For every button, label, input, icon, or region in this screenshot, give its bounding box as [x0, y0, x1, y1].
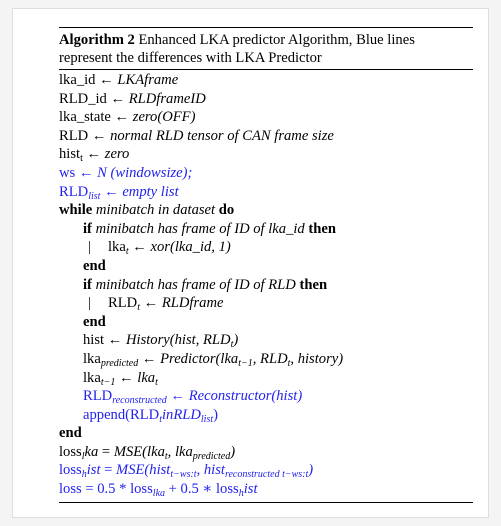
- line-9: if minibatch has frame of ID of lka_id then: [83, 220, 336, 237]
- line-2: RLD_id ← RLDframeID: [59, 90, 206, 107]
- line-19: $append(RLD_tinRLD_{list})$: [83, 406, 219, 425]
- line-10: | lka$_t$ ← xor(lka_id, 1): [88, 239, 231, 258]
- line-23: loss = 0.5 * loss$_{lka}$ + 0.5 ∗ loss$_h$ist: [59, 481, 258, 500]
- line-18: $RLD_{reconstructed}$ ← Reconstructor(hist): [83, 388, 303, 407]
- line-22: loss$_h$ist = MSE(hist$_{t-ws:t}$, hist$_{reconstructed t-ws:t}$): [59, 462, 314, 481]
- line-13: | $RLD_t$ ← RLDframe: [88, 295, 224, 314]
- line-6: ws ← N (windowsize);: [59, 164, 193, 181]
- line-11: end: [83, 257, 106, 274]
- algorithm-body: [59, 70, 473, 499]
- caption-label: Algorithm 2: [59, 32, 135, 48]
- line-15: hist ← History(hist, $RLD_t$): [83, 332, 239, 351]
- caption-text-2: represent the differences with LKA Predictor: [59, 50, 322, 66]
- bottom-rule: [59, 502, 473, 503]
- line-12: if minibatch has frame of ID of RLD then: [83, 276, 328, 293]
- line-17: lka$_{t-1}$ ← lka$_t$: [83, 369, 158, 388]
- line-8: while minibatch in dataset do: [59, 202, 235, 219]
- line-5: hist$_t$ ← zero: [59, 146, 130, 165]
- line-3: lka_state ← zero(OFF): [59, 109, 196, 126]
- line-21: loss$_l$ka = MSE(lka$_t$, lka$_{predicted}$): [59, 443, 236, 462]
- line-20: end: [59, 425, 82, 442]
- line-16: lka$_{predicted}$ ← Predictor(lka$_{t-1}$, $RLD_t$, history): [83, 350, 344, 369]
- algorithm-caption: [59, 28, 473, 67]
- line-14: end: [83, 313, 106, 330]
- line-1: lka_id ← LKAframe: [59, 72, 179, 88]
- line-4: RLD ← normal RLD tensor of CAN frame size: [59, 127, 334, 144]
- algorithm-block: [59, 27, 473, 503]
- caption-text-1: Enhanced LKA predictor Algorithm, Blue lines: [134, 32, 415, 48]
- algorithm-card: [12, 8, 489, 518]
- line-7: $RLD_{list}$ ← empty list: [59, 183, 179, 202]
